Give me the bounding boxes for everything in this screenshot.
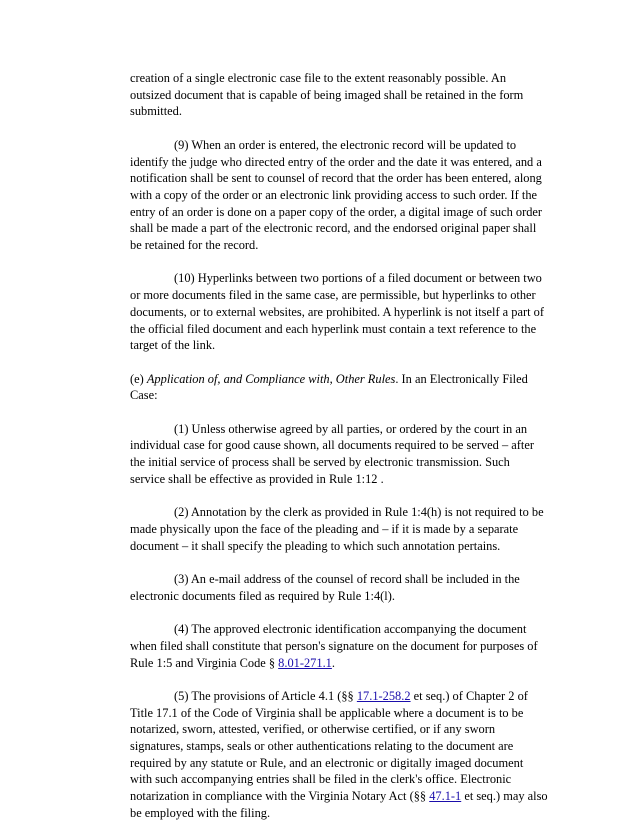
section-e-title: Application of, and Compliance with, Other Rules xyxy=(146,371,396,386)
paragraph-e2: (2) Annotation by the clerk as provided in Rule 1:4(h) is not required to be made physically upon the face of the pleading and – if it is made by a separate document – it shall specify the pleading to which such annotation pertains. xyxy=(130,505,544,553)
paragraph-10: (10) Hyperlinks between two portions of a filed document or between two or more documents filed in the same case, are permissible, but hyperlinks to other documents, or to external websites, are prohibited. A hyperlink is not itself a part of the official filed document and each hyperlink must contain a text reference to the target of the link. xyxy=(130,271,544,353)
section-e-heading xyxy=(130,371,548,404)
code-link-8-01-271-1[interactable]: 8.01-271.1 xyxy=(278,655,332,670)
section-e-label: (e) xyxy=(130,371,147,386)
document-body xyxy=(130,70,548,838)
paragraph-e5: (5) The provisions of Article 4.1 (§§ 17.1-258.2 et seq.) of Chapter 2 of Title 17.1 of the Code of Virginia shall be applicable where a document is to be notarized, sworn, attested, verified, or otherwise certified, or if any sworn signatures, stamps, seals or other authentications relating to the document are required by any statute or Rule, and an electronic or digitally imaged document with such accompanying entries shall be filed in the clerk's office. Electronic notarization in compliance with the Virginia Notary Act (§§ 47.1-1 et seq.) may also be employed with the filing. xyxy=(130,688,548,820)
paragraph-intro: creation of a single electronic case file to the extent reasonably possible. An outsized document that is capable of being imaged shall be retained in the form submitted. xyxy=(130,71,524,119)
paragraph-9: (9) When an order is entered, the electronic record will be updated to identify the judge who directed entry of the order and the date it was entered, and a notification shall be sent to counsel of record that the order has been entered, along with a copy of the order or an electronic link providing access to such order. If the entry of an order is done on a paper copy of the order, a digital image of such order shall be made a part of the electronic record, and the endorsed original paper shall be retained for the record. xyxy=(130,137,543,253)
paragraph-e3: (3) An e-mail address of the counsel of record shall be included in the electronic documents filed as required by Rule 1:4(l). xyxy=(130,572,520,603)
code-link-47-1-1[interactable]: 47.1-1 xyxy=(429,789,462,804)
paragraph-e1: (1) Unless otherwise agreed by all parties, or ordered by the court in an individual case for good cause shown, all documents required to be served – after the initial service of process shall be served by electronic transmission. Such service shall be effective as provided in Rule 1:12 . xyxy=(130,421,534,486)
paragraph-e4: (4) The approved electronic identification accompanying the document when filed shall constitute that person's signature on the document for purposes of Rule 1:5 and Virginia Code § 8.01-271.1. xyxy=(130,622,538,670)
section-e-rest: . In an Electronically Filed Case: xyxy=(130,371,528,403)
code-link-17-1-258-2[interactable]: 17.1-258.2 xyxy=(356,688,411,703)
